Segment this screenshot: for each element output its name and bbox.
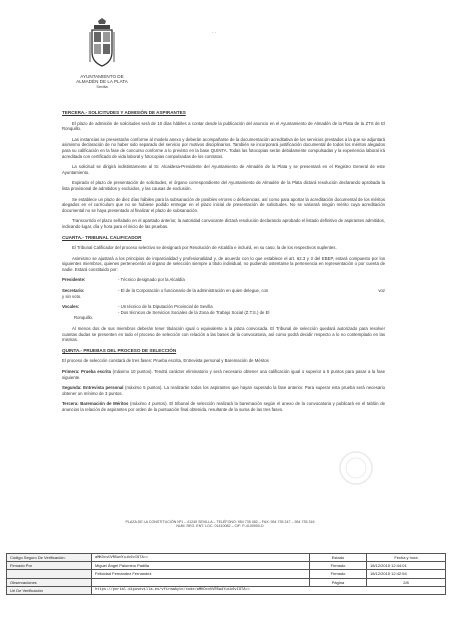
url-label: Url De Verificación bbox=[7, 586, 92, 594]
footer-address bbox=[90, 520, 350, 529]
phase-2-text: (máximo 5 puntos). La realizarán todos los aspirantes que hayan superado la fase anterior. Para superar esta prueba será necesario obtener un mínimo de 3 puntos. bbox=[62, 385, 385, 396]
phase-2 bbox=[62, 385, 385, 396]
section-title-tercera: TERCERA.- SOLICITUDES Y ADMISIÓN DE ASPIRANTES bbox=[62, 110, 186, 115]
fecha-header: Fecha y hora bbox=[367, 554, 446, 562]
firmado-label: Firmado Por bbox=[7, 562, 92, 570]
phase-1-text: (máximo 10 puntos). Tendrá carácter eliminatorio y será necesario obtener una calificación igual o superior a 5 puntos para pasar a la fase siguiente. bbox=[62, 369, 385, 380]
secretario-label: Secretario: bbox=[62, 288, 85, 294]
scan-mark: · · bbox=[212, 30, 217, 36]
signer-1-state: Firmado bbox=[310, 562, 367, 570]
tribunal-presidente bbox=[62, 277, 385, 283]
observaciones-label: Observaciones bbox=[7, 578, 92, 586]
pagina-label: Página bbox=[310, 578, 367, 586]
table-row bbox=[7, 562, 446, 570]
phase-3-text: (máximo 4 puntos). El tribunal de selección realizará la baremación según el anexo de la convocatoria y publicará en el tablón de anuncios la relación de aspirantes por orden de la puntuación final obtenida, resultante de la suma de las tres fases. bbox=[62, 401, 385, 412]
signer-1-name: Miguel Ángel Palomino Padilla bbox=[92, 562, 310, 570]
vocales-value-1: - Un técnico de la Diputación Provincial de Sevilla bbox=[118, 304, 213, 310]
document-body bbox=[62, 106, 385, 418]
org-line-2: ALMADÉN DE LA PLATA bbox=[76, 79, 128, 85]
footer-address-line-1: PLAZA DE LA CONSTITUCIÓN Nº1 – 41240 SEVILLA – TELÉFONO: 954 735 082 – FAX: 954 735 247 – 954 735 316 bbox=[125, 520, 315, 524]
csv-label: Código Seguro De Verificación: bbox=[7, 554, 92, 562]
phase-3-title: Tercera: Baremación de Méritos bbox=[62, 401, 129, 407]
secretario-value: - El de la Corporación o funcionario de la administración en quien delegue, con bbox=[118, 288, 269, 294]
paragraph: Transcurrido el plazo señalado en el apartado anterior, la autoridad convocante dictará resolución declarando aprobado el listado definitivo de aspirantes admitidos, indicando lugar, día y hora para el inicio de las pruebas. bbox=[62, 218, 385, 229]
signature-verification-table bbox=[6, 553, 446, 595]
vocales-label: Vocales: bbox=[62, 304, 80, 310]
organization-name bbox=[50, 74, 154, 90]
paragraph: Se establece un plazo de diez días hábiles para la subsanación de posibles errores o deficiencias, así como para aportar la acreditación documental de los méritos alegados en el currículum que no se hubiese podido entregar en el plazo inicial de presentación de solicitudes. No se valorará ningún mérito cuya acreditación documental no se haya presentado al finalizar el plazo de subsanación. bbox=[62, 196, 385, 213]
org-line-3: Sevilla bbox=[96, 84, 108, 89]
org-line-1: AYUNTAMIENTO DE bbox=[80, 74, 124, 79]
table-row bbox=[7, 578, 446, 586]
paragraph: La solicitud se dirigirá indistintamente al Sr. Alcaldesa-Presidente del Ayuntamiento de Almadén de la Plata y se presentará en el Registro General de este Ayuntamiento. bbox=[62, 164, 385, 175]
footer-address-line-2: NUM. REG. ENT. LOC. 01410082 – CIF: P-4100900-D bbox=[176, 524, 264, 529]
vocales-value-2: - Dos técnicos de Servicios Sociales de la Zona de Trabajo Social (Z.T.S.) de El bbox=[118, 309, 270, 315]
phase-1 bbox=[62, 369, 385, 380]
signer-2-name: Felicidad Fernandez Fernandez bbox=[92, 570, 310, 578]
secretario-tail: y sin voto. bbox=[62, 293, 82, 299]
presidente-label: Presidente: bbox=[62, 277, 86, 283]
estado-header: Estado bbox=[310, 554, 367, 562]
csv-value: aMKOcvUVR5wdYuik6vI9TA== bbox=[92, 554, 310, 562]
tribunal-secretario bbox=[62, 288, 385, 294]
section-title-cuarta: CUARTA.- TRIBUNAL CALIFICADOR bbox=[62, 234, 142, 240]
section-title-quinta: QUINTA.- PRUEBAS DEL PROCESO DE SELECCIÓN bbox=[62, 347, 177, 353]
table-row bbox=[7, 570, 446, 578]
table-row bbox=[7, 554, 446, 562]
paragraph: El plazo de admisión de solicitudes será de 10 días hábiles a contar desde la publicación del anuncio en el Ayuntamiento de Almadén de la Plata de la ZTS de El Ronquillo. bbox=[62, 120, 385, 132]
phase-3 bbox=[62, 401, 385, 412]
signer-1-date: 18/12/2015 12:44:01 bbox=[367, 562, 446, 570]
tribunal-vocales bbox=[62, 304, 385, 315]
vocales-tail: Ronquillo. bbox=[74, 315, 94, 321]
paragraph: Las instancias se presentarán conforme al modelo anexo y deberán acompañarse de la documentación acreditativa de los servicios prestados a la que se adjuntará asimismo declaración de no haber sido separado del servicio por motivos disciplinarios. También se incorporará justificación documental de todos los méritos alegados para su calificación en la fase de concurso conforme a lo previsto en la base QUINTA. Todas las fotocopias serán debidamente compulsadas y la experiencia laboral irá acreditada con certificado de vida laboral y fotocopias compulsadas de los contratos. bbox=[62, 136, 385, 159]
signer-2-state: Firmado bbox=[310, 570, 367, 578]
secretario-extra: voz bbox=[378, 288, 385, 294]
pagina-value: 2/8 bbox=[367, 578, 446, 586]
verification-url-link[interactable]: https://portal.dipusevilla.es/vfirmaAyto/code/aMKOcvUVR5wdYuik6vI9TA== bbox=[92, 586, 446, 594]
presidente-value: - Técnico designado por la Alcaldía bbox=[118, 277, 185, 283]
paragraph: El proceso de selección constará de tres fases: Prueba escrita, Entrevista personal y Baremación de Méritos bbox=[62, 358, 269, 364]
phase-2-title: Segunda: Entrevista personal bbox=[62, 385, 124, 391]
paragraph: Expirado el plazo de presentación de solicitudes, el órgano correspondiente del Ayuntamiento de Almadén de la Plata dictará resolución declarando aprobada la lista provisional de admitidos y excluidos, y las causas de exclusión. bbox=[62, 180, 385, 191]
paragraph: El Tribunal Calificador del proceso selectivo se designará por Resolución de Alcaldía e incluirá, en su caso, la de los respectivos suplentes. bbox=[72, 245, 337, 251]
vocales-values bbox=[118, 304, 385, 315]
phase-1-title: Primera: Prueba escrita bbox=[62, 369, 112, 374]
table-row bbox=[7, 586, 446, 594]
coat-of-arms-logo bbox=[88, 18, 116, 70]
stamp-icon bbox=[338, 450, 374, 486]
paragraph: Asimismo se ajustará a los principios de imparcialidad y profesionalidad y, de acuerdo con lo que establece el art. 62.3 y 3 del EBEP, estará compuesto por los siguientes miembros, quienes pertenecerán al órgano de selección siempre a título individual, no pudiendo ostentarse la pertenencia en representación o por cuenta de nadie. Estará constituido por: bbox=[62, 255, 385, 272]
signer-2-date: 18/12/2015 12:42:54 bbox=[367, 570, 446, 578]
paragraph: Al menos dos de sus miembros deberán tener titulación igual o equivalente a la plaza convocada. El Tribunal de selección quedará autorizado para resolver cuantas dudas se presenten en todo el proceso de selección con relación a las bases de la convocatoria, así como podrá decidir respecto a lo no contemplado en las mismas. bbox=[62, 326, 385, 343]
